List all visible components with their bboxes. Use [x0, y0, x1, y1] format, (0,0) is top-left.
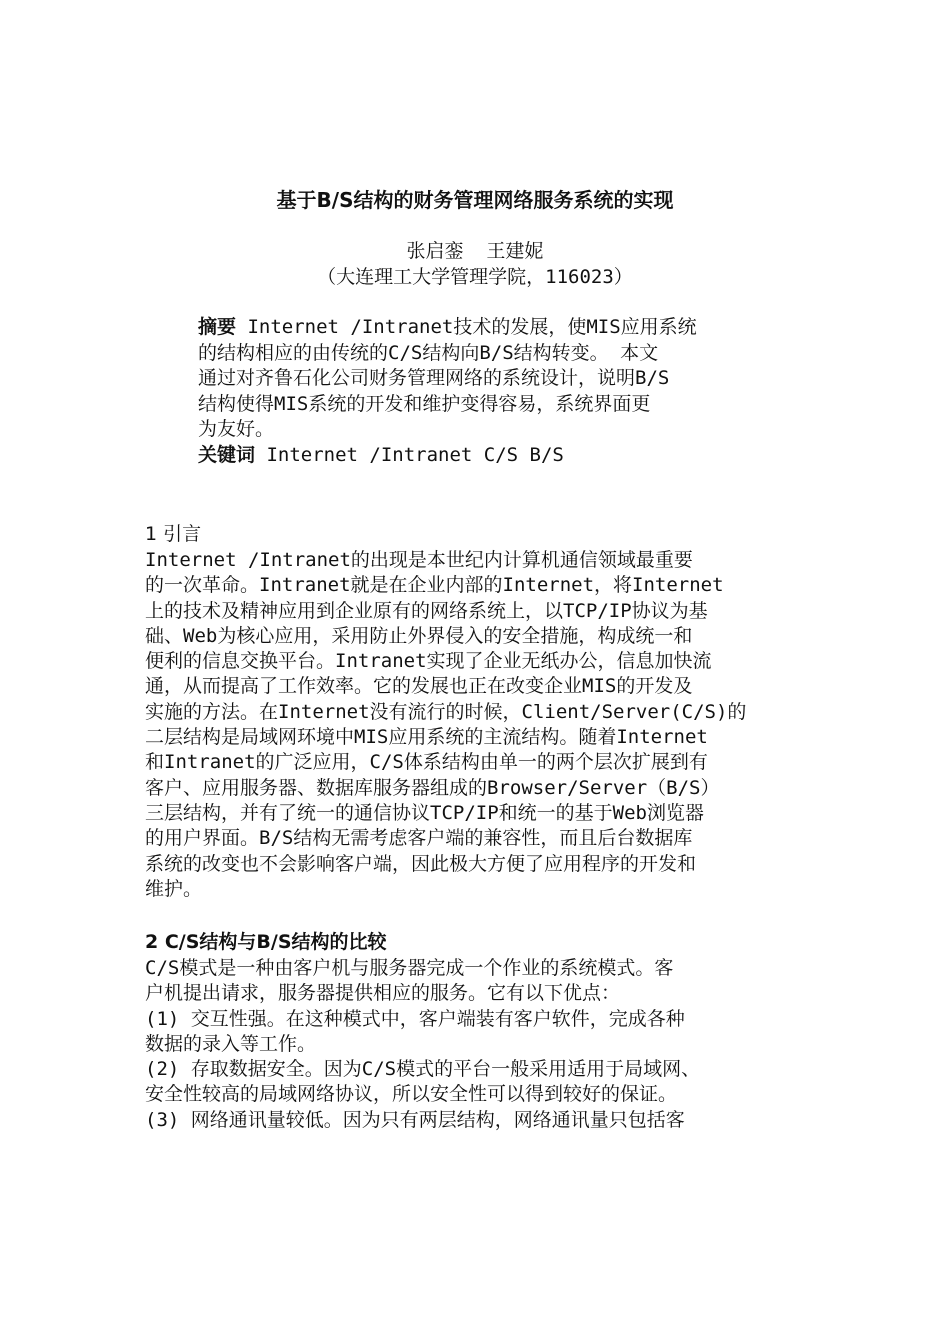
paragraph-line: 便利的信息交换平台。Intranet实现了企业无纸办公，信息加快流: [145, 650, 712, 673]
paragraph-line: (3) 网络通讯量较低。因为只有两层结构，网络通讯量只包括客: [145, 1108, 685, 1131]
keywords-line: [198, 443, 758, 469]
keywords-text: Internet /Intranet C/S B/S: [255, 443, 564, 466]
abstract-line: 为友好。: [198, 418, 275, 440]
paragraph-line: 实施的方法。在Internet没有流行的时候，Client/Server(C/S)的: [145, 700, 747, 723]
abstract-line: 通过对齐鲁石化公司财务管理网络的系统设计，说明B/S: [198, 367, 670, 389]
paragraph-line: Internet /Intranet的出现是本世纪内计算机通信领域最重要: [145, 549, 693, 571]
section-introduction: [145, 520, 825, 902]
section-comparison: [145, 928, 825, 1133]
paragraph-line: 上的技术及精神应用到企业原有的网络系统上，以TCP/IP协议为基: [145, 599, 708, 622]
section-heading: 1 引言: [145, 523, 202, 545]
paragraph-line: 和Intranet的广泛应用，C/S体系结构由单一的两个层次扩展到有: [145, 751, 708, 774]
abstract-line: 结构使得MIS系统的开发和维护变得容易，系统界面更: [198, 392, 651, 415]
abstract-line: [198, 315, 758, 341]
paragraph-line: (2) 存取数据安全。因为C/S模式的平台一般采用适用于局域网、: [145, 1058, 701, 1081]
paragraph-line: C/S模式是一种由客户机与服务器完成一个作业的系统模式。客: [145, 957, 674, 979]
paragraph-line: (1) 交互性强。在这种模式中，客户端装有客户软件，完成各种: [145, 1007, 685, 1030]
abstract-block: [198, 315, 758, 468]
paper-title: 基于B/S结构的财务管理网络服务系统的实现: [276, 188, 674, 212]
paragraph-line: 础、Web为核心应用，采用防止外界侵入的安全措施，构成统一和: [145, 624, 693, 647]
paragraph-line: 户机提出请求，服务器提供相应的服务。它有以下优点：: [145, 982, 621, 1005]
paragraph-line: 三层结构，并有了统一的通信协议TCP/IP和统一的基于Web浏览器: [145, 801, 704, 824]
paragraph-line: 数据的录入等工作。: [145, 1032, 317, 1055]
paragraph-line: 通，从而提高了工作效率。它的发展也正在改变企业MIS的开发及: [145, 675, 693, 698]
paragraph-line: 二层结构是局域网环境中MIS应用系统的主流结构。随着Internet: [145, 726, 708, 749]
paragraph-line: 系统的改变也不会影响客户端，因此极大方便了应用程序的开发和: [145, 852, 697, 875]
paper-authors: 张启銮 王建妮: [406, 240, 544, 262]
section-heading: 2 C/S结构与B/S结构的比较: [145, 931, 387, 953]
paragraph-line: 客户、应用服务器、数据库服务器组成的Browser/Server（B/S）: [145, 776, 720, 799]
paragraph-line: 维护。: [145, 877, 203, 900]
paragraph-line: 安全性较高的局域网络协议，所以安全性可以得到较好的保证。: [145, 1083, 678, 1106]
keywords-label: 关键词: [198, 443, 256, 466]
abstract-label: 摘要: [198, 316, 237, 338]
paper-affiliation: （大连理工大学管理学院，116023）: [317, 266, 633, 288]
paragraph-line: 的一次革命。Intranet就是在企业内部的Internet，将Internet: [145, 574, 724, 597]
paragraph-line: 的用户界面。B/S结构无需考虑客户端的兼容性，而且后台数据库: [145, 827, 693, 850]
abstract-text: Internet /Intranet技术的发展，使MIS应用系统: [236, 316, 697, 338]
abstract-line: 的结构相应的由传统的C/S结构向B/S结构转变。 本文: [198, 341, 659, 364]
